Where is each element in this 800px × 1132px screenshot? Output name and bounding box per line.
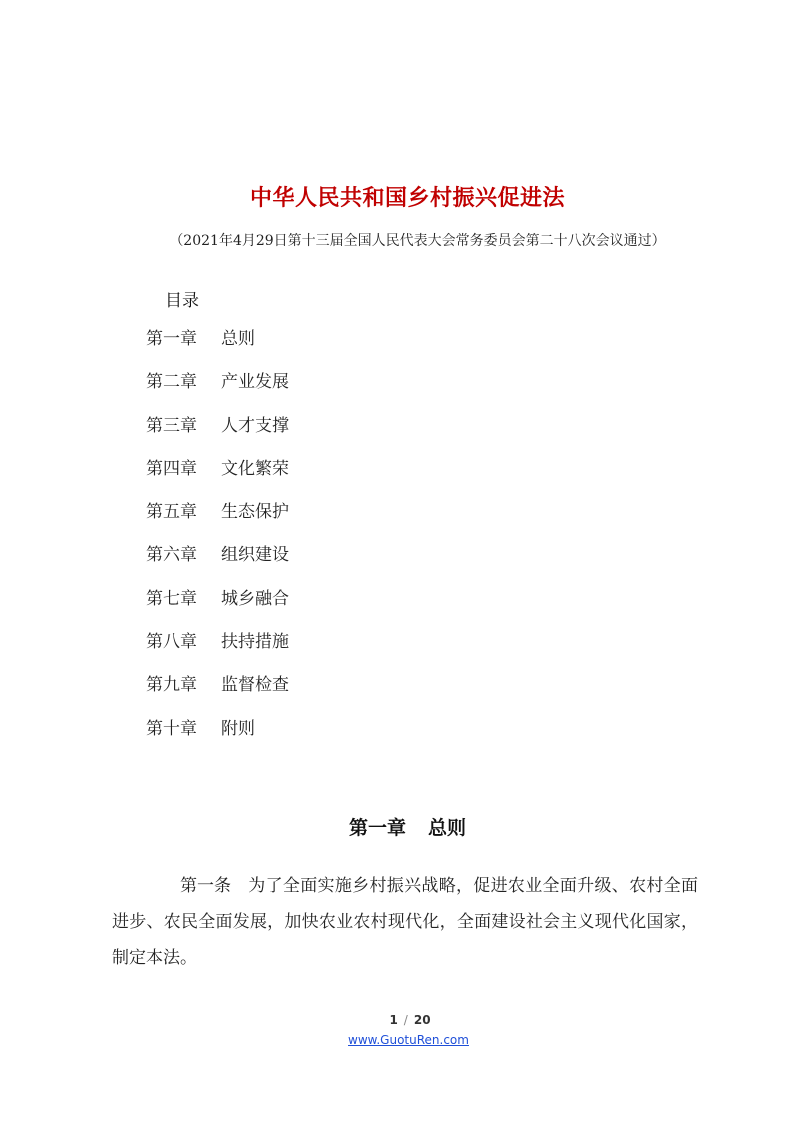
chapter-heading <box>0 813 800 843</box>
toc-item <box>146 368 289 411</box>
toc-item-number: 第九章 <box>146 675 197 696</box>
document-title: 中华人民共和国乡村振兴促进法 <box>249 186 565 211</box>
toc-item <box>146 455 289 498</box>
page-total: 20 <box>413 1013 431 1027</box>
toc-item <box>146 715 289 758</box>
article-number: 第一条 <box>180 876 231 896</box>
article-text: 为了全面实施乡村振兴战略，促进农业全面升级、农村全面进步、农民全面发展，加快农业农村现代化，全面建设社会主义现代化国家，制定本法。 <box>112 876 698 968</box>
document-subtitle: （2021年4月29日第十三届全国人民代表大会常务委员会第二十八次会议通过） <box>169 233 666 249</box>
toc-item-number: 第三章 <box>146 415 197 436</box>
chapter-number: 第一章 <box>348 817 406 839</box>
toc-item-label: 生态保护 <box>221 502 289 523</box>
toc-item <box>146 325 289 368</box>
page-number <box>0 1011 800 1029</box>
toc-item-label: 人才支撑 <box>221 415 289 436</box>
toc-item-number: 第十章 <box>146 718 197 739</box>
toc-item <box>146 498 289 541</box>
article-paragraph <box>112 868 698 976</box>
chapter-title: 总则 <box>428 817 467 839</box>
toc-item <box>146 585 289 628</box>
toc-item-number: 第二章 <box>146 372 197 393</box>
toc-item-number: 第四章 <box>146 458 197 479</box>
toc-item-label: 附则 <box>221 718 255 739</box>
toc-item-number: 第七章 <box>146 588 197 609</box>
toc-item-label: 监督检查 <box>221 675 289 696</box>
toc-item <box>146 671 289 714</box>
toc-item-number: 第五章 <box>146 502 197 523</box>
toc-item-label: 产业发展 <box>221 372 289 393</box>
toc-item-label: 城乡融合 <box>221 588 289 609</box>
table-of-contents <box>146 325 289 758</box>
page-separator: / <box>403 1013 408 1027</box>
toc-heading: 目录 <box>165 291 199 311</box>
toc-item-label: 组织建设 <box>221 545 289 566</box>
page-current: 1 <box>389 1013 398 1027</box>
toc-item-number: 第八章 <box>146 632 197 653</box>
website-link[interactable]: www.GuotuRen.com <box>348 1033 469 1047</box>
toc-item-label: 文化繁荣 <box>221 458 289 479</box>
toc-item-label: 扶持措施 <box>221 632 289 653</box>
toc-item-label: 总则 <box>221 329 255 349</box>
toc-item-number: 第六章 <box>146 545 197 566</box>
toc-item <box>146 541 289 584</box>
toc-item <box>146 628 289 671</box>
toc-item-number: 第一章 <box>146 329 197 349</box>
toc-item <box>146 412 289 455</box>
